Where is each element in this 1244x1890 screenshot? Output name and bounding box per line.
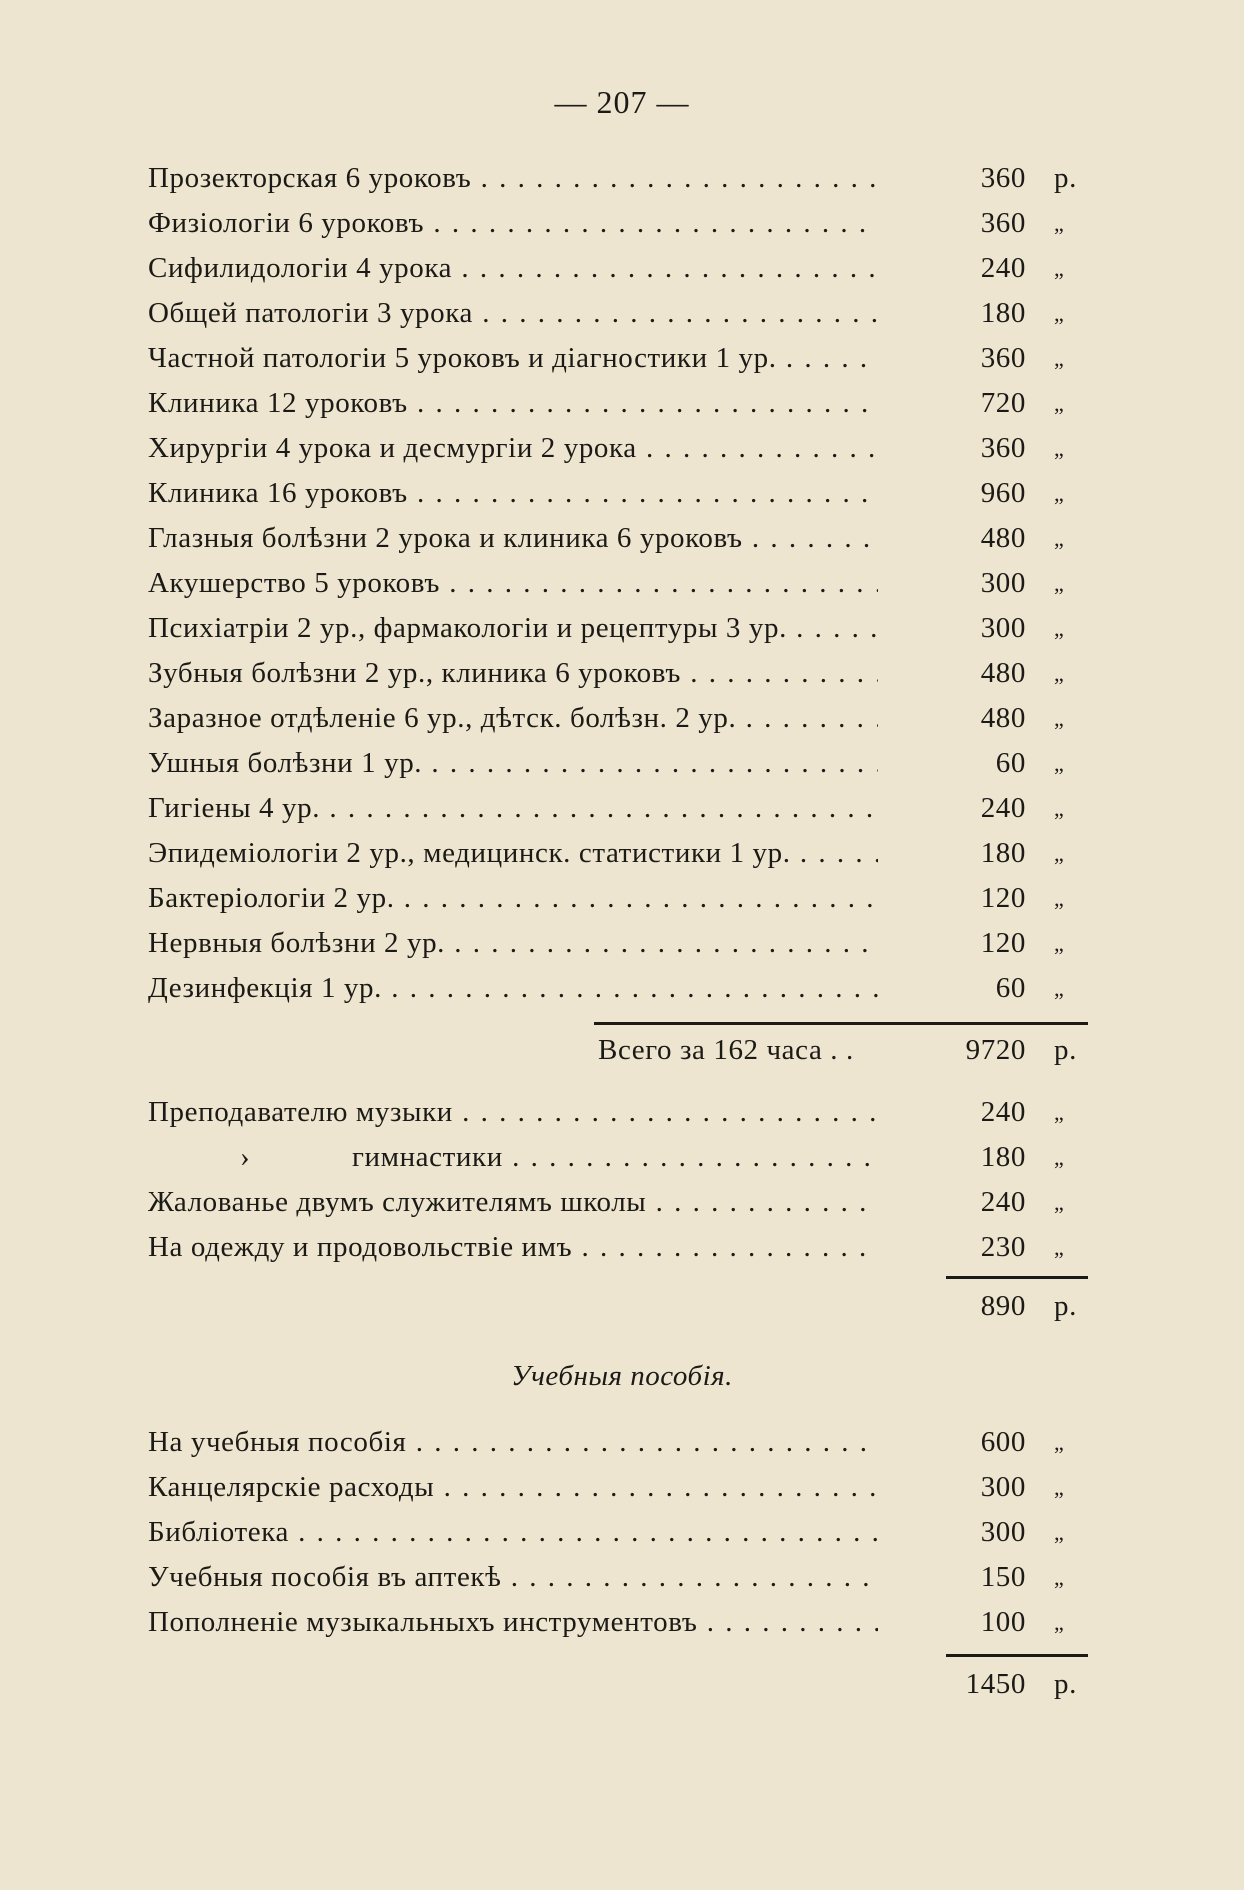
item-label: Хирургіи 4 урока и десмургіи 2 урока . . . [148, 426, 878, 471]
item-label: Физіологіи 6 уроковъ . . . [148, 201, 878, 246]
item-amount: 300 [980, 567, 1026, 599]
item-label: Зубныя болѣзни 2 ур., клиника 6 уроковъ . . . [148, 651, 878, 696]
item-label: На одежду и продовольствіе имъ . . . [148, 1225, 878, 1270]
item-unit: „ [1054, 211, 1065, 236]
item-label: Частной патологіи 5 уроковъ и діагностики 1 ур. . . . [148, 336, 878, 381]
list-item [148, 561, 1088, 606]
total-unit: р. [1054, 1290, 1077, 1322]
list-item [148, 201, 1088, 246]
item-label: Дезинфекція 1 ур. . . . [148, 966, 878, 1011]
list-item [148, 381, 1088, 426]
item-amount: 600 [980, 1426, 1026, 1458]
item-label: Акушерство 5 уроковъ . . . [148, 561, 878, 606]
item-amount: 230 [980, 1231, 1026, 1263]
item-amount: 180 [980, 297, 1026, 329]
item-unit: „ [1054, 1475, 1065, 1500]
courses-total [148, 1028, 1088, 1073]
item-unit: „ [1054, 1100, 1065, 1125]
item-unit: „ [1054, 1235, 1065, 1260]
item-unit: „ [1054, 1520, 1065, 1545]
list-item [148, 1555, 1088, 1600]
list-item [148, 336, 1088, 381]
item-unit: „ [1054, 391, 1065, 416]
aids-total [148, 1662, 1088, 1707]
item-amount: 60 [995, 972, 1026, 1004]
item-unit: „ [1054, 1430, 1065, 1455]
item-label: Бактеріологіи 2 ур. . . . [148, 876, 878, 921]
page-number: — 207 — [554, 84, 690, 120]
list-item [148, 696, 1088, 741]
item-label: Клиника 12 уроковъ . . . [148, 381, 878, 426]
item-amount: 300 [980, 1516, 1026, 1548]
item-label: Преподавателю музыки . . . [148, 1090, 878, 1135]
item-unit: „ [1054, 256, 1065, 281]
item-amount: 60 [995, 747, 1026, 779]
item-amount: 240 [980, 792, 1026, 824]
item-label: Эпидеміологіи 2 ур., медицинск. статистики 1 ур. . . . [148, 831, 878, 876]
item-unit: „ [1054, 616, 1065, 641]
list-item [148, 426, 1088, 471]
list-item [148, 1420, 1088, 1465]
item-unit: „ [1054, 1145, 1065, 1170]
item-label: гимнастики [352, 1141, 503, 1173]
item-label: Жалованье двумъ служителямъ школы . . . [148, 1180, 878, 1225]
item-label: Сифилидологіи 4 урока . . . [148, 246, 878, 291]
item-amount: 360 [980, 162, 1026, 194]
staff-list [148, 1090, 1088, 1270]
item-amount: 480 [980, 657, 1026, 689]
list-item [148, 1600, 1088, 1645]
item-unit: „ [1054, 526, 1065, 551]
section-heading: Учебныя пособія. [511, 1360, 733, 1392]
item-unit: „ [1054, 841, 1065, 866]
staff-total-rule [946, 1276, 1088, 1279]
item-unit: „ [1054, 886, 1065, 911]
item-amount: 480 [980, 522, 1026, 554]
item-label: На учебныя пособія . . . [148, 1420, 878, 1465]
item-label: Пополненіе музыкальныхъ инструментовъ . . . [148, 1600, 878, 1645]
ditto-mark: › [240, 1141, 251, 1173]
list-item [148, 876, 1088, 921]
list-item [148, 471, 1088, 516]
item-amount: 180 [980, 837, 1026, 869]
list-item [148, 156, 1088, 201]
item-label: Канцелярскіе расходы . . . [148, 1465, 878, 1510]
item-label: Ушныя болѣзни 1 ур. . . . [148, 741, 878, 786]
item-label: Гигіены 4 ур. . . . [148, 786, 878, 831]
list-item [148, 966, 1088, 1011]
item-label: Учебныя пособія въ аптекѣ . . . [148, 1555, 878, 1600]
item-amount: 240 [980, 1096, 1026, 1128]
item-label: Клиника 16 уроковъ . . . [148, 471, 878, 516]
list-item [148, 921, 1088, 966]
item-unit: „ [1054, 1190, 1065, 1215]
item-unit: р. [1054, 162, 1077, 194]
item-label: Психіатріи 2 ур., фармакологіи и рецептуры 3 ур. . . . [148, 606, 878, 651]
item-amount: 300 [980, 612, 1026, 644]
item-unit: „ [1054, 346, 1065, 371]
item-amount: 120 [980, 927, 1026, 959]
item-label: Заразное отдѣленіе 6 ур., дѣтск. болѣзн. 2 ур. . . . [148, 696, 878, 741]
item-unit: „ [1054, 751, 1065, 776]
item-amount: 240 [980, 1186, 1026, 1218]
list-item [148, 516, 1088, 561]
list-item [148, 741, 1088, 786]
item-amount: 360 [980, 432, 1026, 464]
list-item [148, 651, 1088, 696]
item-amount: 180 [980, 1141, 1026, 1173]
list-item [148, 1465, 1088, 1510]
item-unit: „ [1054, 1610, 1065, 1635]
item-unit: „ [1054, 571, 1065, 596]
item-unit: „ [1054, 301, 1065, 326]
item-amount: 960 [980, 477, 1026, 509]
item-amount: 360 [980, 342, 1026, 374]
item-amount: 480 [980, 702, 1026, 734]
list-item [148, 606, 1088, 651]
total-unit: р. [1054, 1668, 1077, 1700]
list-item [148, 246, 1088, 291]
list-item [148, 831, 1088, 876]
item-label: Глазныя болѣзни 2 урока и клиника 6 уроковъ . . . [148, 516, 878, 561]
list-item [148, 291, 1088, 336]
total-caption: Всего за 162 часа . . [598, 1034, 854, 1066]
item-unit: „ [1054, 706, 1065, 731]
courses-total-rule [594, 1022, 1088, 1025]
item-amount: 720 [980, 387, 1026, 419]
item-unit: „ [1054, 481, 1065, 506]
item-amount: 150 [980, 1561, 1026, 1593]
total-amount: 890 [980, 1290, 1026, 1322]
item-label: Прозекторская 6 уроковъ . . . [148, 156, 878, 201]
item-amount: 240 [980, 252, 1026, 284]
item-unit: „ [1054, 796, 1065, 821]
list-item [148, 1090, 1088, 1135]
staff-total [148, 1284, 1088, 1329]
list-item [148, 1180, 1088, 1225]
list-item [148, 1135, 1088, 1180]
item-unit: „ [1054, 436, 1065, 461]
item-label: Библіотека . . . [148, 1510, 878, 1555]
list-item [148, 786, 1088, 831]
item-amount: 360 [980, 207, 1026, 239]
item-label: Общей патологіи 3 урока . . . [148, 291, 878, 336]
aids-list [148, 1420, 1088, 1645]
total-amount: 9720 [965, 1034, 1026, 1066]
item-label-indented [148, 1135, 878, 1180]
item-amount: 300 [980, 1471, 1026, 1503]
total-unit: р. [1054, 1034, 1077, 1066]
list-item [148, 1510, 1088, 1555]
item-unit: „ [1054, 976, 1065, 1001]
item-amount: 120 [980, 882, 1026, 914]
total-amount: 1450 [965, 1668, 1026, 1700]
aids-total-rule [946, 1654, 1088, 1657]
item-amount: 100 [980, 1606, 1026, 1638]
item-unit: „ [1054, 931, 1065, 956]
item-unit: „ [1054, 661, 1065, 686]
list-item [148, 1225, 1088, 1270]
item-label: Нервныя болѣзни 2 ур. . . . [148, 921, 878, 966]
item-unit: „ [1054, 1565, 1065, 1590]
courses-list [148, 156, 1088, 1011]
